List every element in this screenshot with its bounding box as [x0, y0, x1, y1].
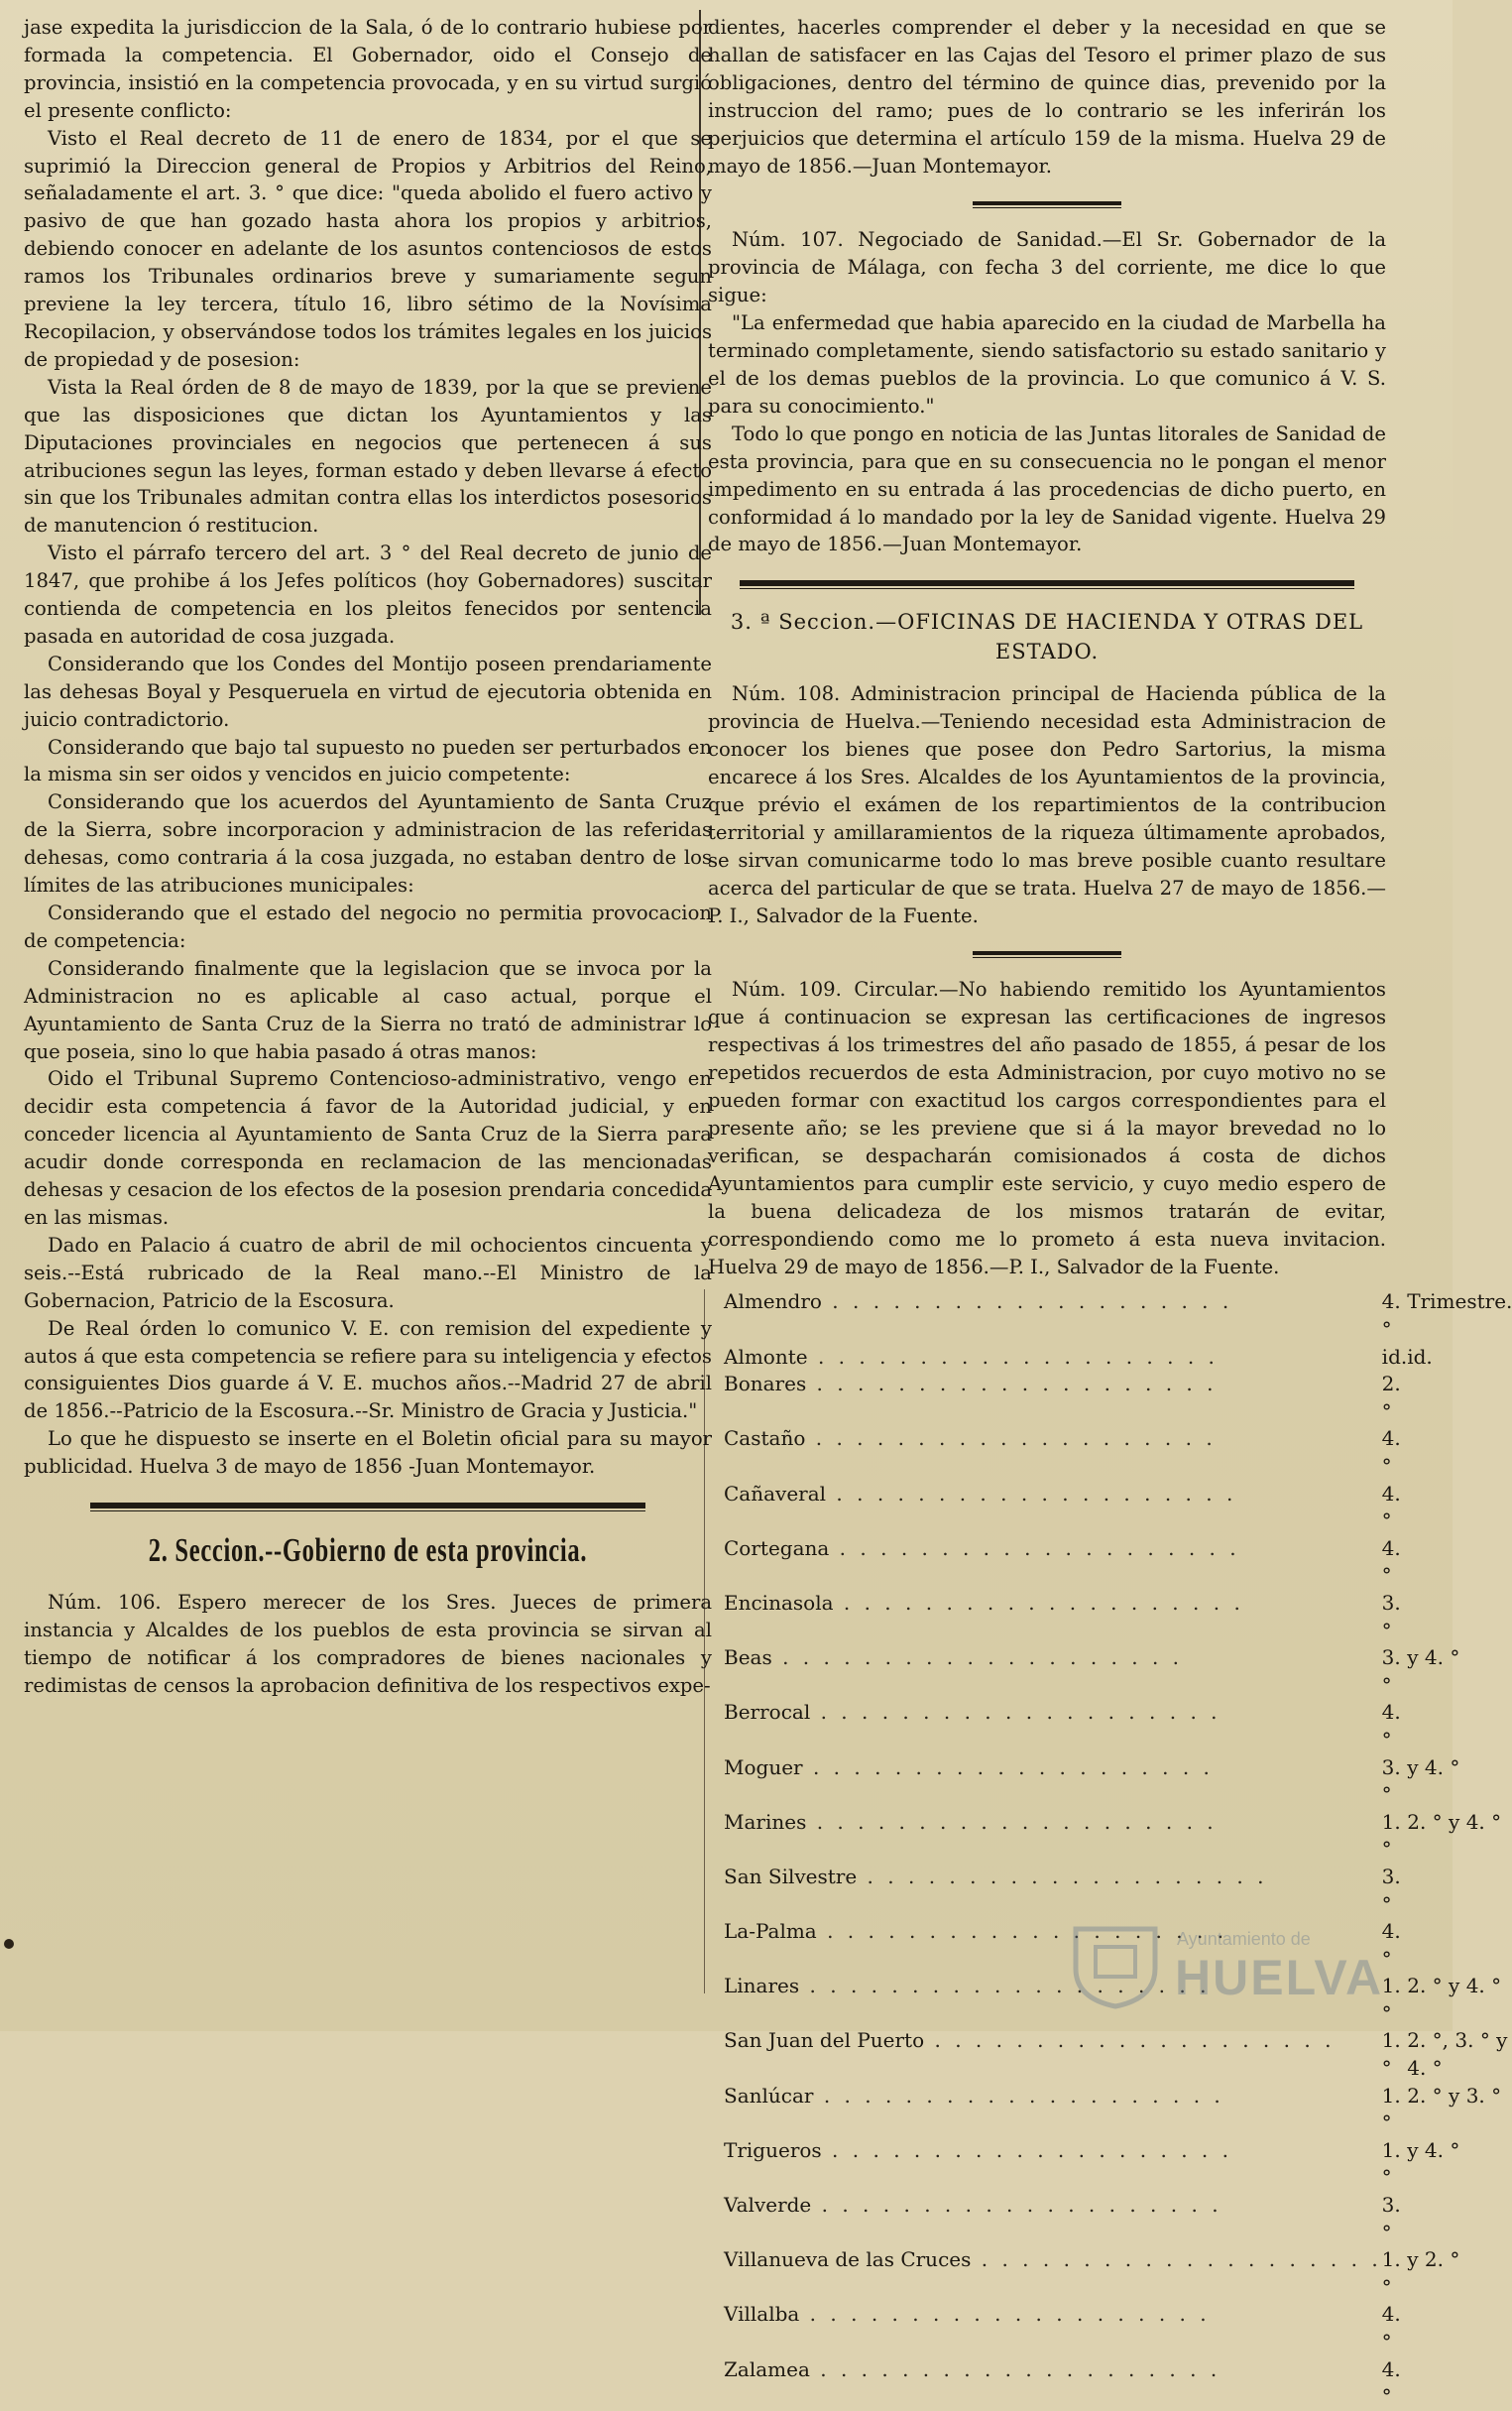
- notice-106: Núm. 106. Espero merecer de los Sres. Jueces de primera instancia y Alcaldes de los pueblos de esta provincia se sirvan al tiempo de notificar á los compradores de bienes nacionales y redimistas de censos la aprobacion definitiva de los respectivos expe-: [24, 1591, 712, 1697]
- notice-107-quote: "La enfermedad que habia aparecido en la ciudad de Marbella ha terminado completamente, siendo satisfactorio su estado sanitario y el de los demas pueblos de la provincia. Lo que comunico á V. S. para su conocimiento.": [708, 311, 1386, 418]
- town-name: [724, 1754, 1382, 1809]
- town-label: San Juan del Puerto: [724, 2028, 925, 2053]
- watermark-line1: Ayuntamiento de: [1177, 1929, 1311, 1949]
- table-row: [724, 1481, 1512, 1535]
- section-2-title: 2. Seccion.--Gobierno de esta provincia.: [148, 1532, 588, 1570]
- quarter-extra: [1407, 1371, 1512, 1425]
- quarter-extra: [1407, 1699, 1512, 1753]
- section-rule: [90, 1503, 645, 1511]
- quarter-value: 3. °: [1381, 2193, 1401, 2244]
- leader-dots: . . . . . . . . . . . . . . . . . . . .: [833, 1590, 1244, 1615]
- quarter-value: 3. °: [1381, 1864, 1401, 1916]
- town-name: [724, 1535, 1382, 1590]
- quarter-extra: [1407, 1425, 1512, 1480]
- town-label: Marines: [724, 1809, 807, 1834]
- notice-109: Núm. 109. Circular.—No habiendo remitido los Ayuntamientos que á continuacion se expresan las certificaciones de ingresos respectivas á los trimestres del año pasado de 1855, á pesar de los repetidos recuerdos de esta Administracion, por cuyo motivo no se pueden formar con exactitud los cargos correspondientes para el presente año; se les previene que si á la mayor brevedad no lo verifican, se despacharán comisionados á costa de dichos Ayuntamientos para cumplir este servicio, y cuyo medio espero de la buena delicadeza de los mismos tratarán de evitar, correspondiendo como me lo prometo á esta nueva invitacion. Huelva 29 de mayo de 1856.—P. I., Salvador de la Fuente.: [708, 978, 1386, 1278]
- quarter-value: 1. °: [1381, 2028, 1401, 2081]
- town-label: Bonares: [724, 1372, 807, 1396]
- quarter-extra: 2. ° y 4. °: [1407, 1809, 1502, 1834]
- town-name: [724, 1371, 1382, 1425]
- paragraph: Visto el Real decreto de 11 de enero de 1834, por el que se suprimió la Direccion general de Propios y Arbitrios del Reino, señaladamente el art. 3. ° que dice: "queda abolido el fuero activo y pasivo de que han gozado hasta ahora los propios y arbitrios, debiendo conocer en adelante de los asuntos contenciosos de estos ramos los Tribunales ordinarios breve y sumariamente segun previene la ley tercera, título 16, libro sétimo de la Novísima Recopilacion, y observándose todos los trámites legales en los juicios de propiedad y de posesion:: [24, 126, 712, 371]
- leader-dots: . . . . . . . . . . . . . . . . . . . .: [821, 2137, 1232, 2162]
- paragraph: Vista la Real órden de 8 de mayo de 1839, por la que se previene que las disposiciones que dictan los Ayuntamientos y las Diputaciones provinciales en negocios que pertenecen á sus atribuciones segun las leyes, forman estado y deben llevarse á efecto sin que los Tribunales admitan contra ellas los interdictos posesorios de manutencion ó restitucion.: [24, 375, 712, 538]
- quarter-extra: y 4. °: [1407, 1645, 1460, 1670]
- notice-107: Núm. 107. Negociado de Sanidad.—El Sr. Gobernador de la provincia de Málaga, con fecha 3 del corriente, me dice lo que sigue:: [708, 228, 1386, 307]
- town-label: La-Palma: [724, 1919, 817, 1944]
- town-label: Sanlúcar: [724, 2083, 814, 2108]
- town-label: Trigueros: [724, 2137, 822, 2162]
- town-label: Cañaveral: [724, 1481, 827, 1506]
- town-label: Villalba: [724, 2302, 800, 2327]
- town-name: [724, 1425, 1382, 1480]
- table-row: [724, 2137, 1512, 2192]
- paragraph: De Real órden lo comunico V. E. con remision del expediente y autos á que esta competencia se refiere para su inteligencia y efectos consiguientes Dios guarde á V. E. muchos años.--Madrid 27 de abril de 1856.--Patricio de la Escosura.--Sr. Ministro de Gracia y Justicia.": [24, 1316, 712, 1423]
- town-name: [724, 2192, 1382, 2246]
- town-name: [724, 2356, 1382, 2411]
- town-label: Valverde: [724, 2193, 812, 2218]
- leader-dots: . . . . . . . . . . . . . . . . . . . .: [807, 1344, 1219, 1369]
- town-name: [724, 1809, 1382, 1864]
- town-name: [724, 2246, 1382, 2301]
- leader-dots: . . . . . . . . . . . . . . . . . . . .: [771, 1645, 1184, 1670]
- town-name: [724, 2137, 1382, 2192]
- quarter-extra: y 4. °: [1407, 1754, 1460, 1779]
- town-label: Castaño: [724, 1426, 806, 1451]
- town-name: [724, 2083, 1382, 2137]
- table-row: [724, 2246, 1512, 2301]
- leader-dots: . . . . . . . . . . . . . . . . . . . .: [826, 1481, 1237, 1506]
- leader-dots: . . . . . . . . . . . . . . . . . . . .: [924, 2028, 1336, 2053]
- table-row: [724, 1699, 1512, 1753]
- section-rule: [740, 580, 1354, 589]
- table-row: [724, 1425, 1512, 1480]
- table-row: [724, 1644, 1512, 1699]
- table-row: [724, 1754, 1512, 1809]
- leader-dots: . . . . . . . . . . . . . . . . . . . .: [813, 2083, 1224, 2108]
- quarter-value: id.: [1381, 1344, 1408, 1369]
- quarter-extra: 2. ° y 4. °: [1407, 1974, 1502, 1998]
- quarter-value: 4. °: [1381, 2356, 1401, 2409]
- paragraph: Considerando finalmente que la legislacion que se invoca por la Administracion no es aplicable al caso actual, porque el Ayuntamiento de Santa Cruz de la Sierra no trató de administrar lo que poseia, sino lo que habia pasado á otras manos:: [24, 956, 712, 1063]
- quarter-value: 4. °: [1381, 1700, 1401, 1751]
- quarter-value: 4. °: [1381, 1426, 1401, 1478]
- town-name: [724, 1481, 1382, 1535]
- leader-dots: . . . . . . . . . . . . . . . . . . . .: [810, 1700, 1221, 1725]
- quarter-extra: 2. °, 3. ° y 4. °: [1407, 2028, 1508, 2081]
- table-row: [724, 1590, 1512, 1644]
- quarter-extra: 2. ° y 3. °: [1407, 2083, 1502, 2108]
- town-label: San Silvestre: [724, 1864, 858, 1888]
- town-name: [724, 1864, 1382, 1918]
- paragraph: Considerando que los acuerdos del Ayuntamiento de Santa Cruz de la Sierra, sobre incorporacion y administracion de las referidas dehesas, como contraria á la cosa juzgada, no estaban dentro de los límites de las atribuciones municipales:: [24, 790, 712, 898]
- leader-dots: . . . . . . . . . . . . . . . . . . . .: [802, 1754, 1214, 1779]
- leader-dots: . . . . . . . . . . . . . . . . . . . .: [821, 1289, 1233, 1314]
- table-row: [724, 2356, 1512, 2411]
- quarter-extra: [1407, 1864, 1512, 1918]
- notice-107-body: Todo lo que pongo en noticia de las Juntas litorales de Sanidad de esta provincia, para que en su consecuencia no le pongan el menor impedimento en su entrada á las procedencias de dicho puerto, en conformidad á lo mandado por la ley de Sanidad vigente. Huelva 29 de mayo de 1856.—Juan Montemayor.: [708, 422, 1386, 556]
- leader-dots: . . . . . . . . . . . . . . . . . . . .: [799, 1974, 1211, 1998]
- quarter-value: 1. °: [1381, 1974, 1401, 2025]
- town-name: [724, 1699, 1382, 1753]
- paragraph: Considerando que el estado del negocio no permitia provocacion de competencia:: [24, 902, 712, 952]
- quarter-value: 4. °: [1381, 1919, 1401, 1971]
- quarter-value: 4. °: [1381, 1535, 1401, 1588]
- paragraph: Considerando que los Condes del Montijo poseen prendariamente las dehesas Boyal y Pesqueruela en virtud de ejecutoria obtenida en juicio contradictorio.: [24, 652, 712, 731]
- ayuntamiento-watermark: [1066, 1919, 1393, 2008]
- quarter-extra: [1407, 1918, 1512, 1973]
- leader-dots: . . . . . . . . . . . . . . . . . . . .: [857, 1864, 1268, 1888]
- town-name: [724, 1644, 1382, 1699]
- quarter-extra: y 2. °: [1407, 2247, 1460, 2272]
- quarter-extra: [1407, 2356, 1512, 2411]
- town-label: Cortegana: [724, 1535, 830, 1560]
- quarter-extra: [1407, 1481, 1512, 1535]
- table-row: [724, 2083, 1512, 2137]
- table-row: [724, 1371, 1512, 1425]
- watermark-line2: HUELVA: [1175, 1950, 1384, 2005]
- table-row: [724, 2192, 1512, 2246]
- left-column: [24, 14, 712, 1700]
- town-label: Berrocal: [724, 1700, 811, 1725]
- quarter-value: 3. °: [1381, 1590, 1401, 1642]
- town-label: Linares: [724, 1974, 800, 1998]
- town-label: Encinasola: [724, 1590, 834, 1615]
- quarter-value: 3. °: [1381, 1754, 1401, 1807]
- quarter-extra: [1407, 2301, 1512, 2355]
- town-label: Moguer: [724, 1754, 803, 1779]
- quarter-value: 4. °: [1381, 1481, 1401, 1533]
- quarter-value: 1. °: [1381, 2137, 1401, 2190]
- table-row: [724, 1864, 1512, 1918]
- town-name: [724, 2027, 1382, 2082]
- paragraph: Lo que he dispuesto se inserte en el Boletin oficial para su mayor publicidad. Huelva 3 de mayo de 1856 -Juan Montemayor.: [24, 1427, 712, 1479]
- paragraph: Dado en Palacio á cuatro de abril de mil ochocientos cincuenta y seis.--Está rubricado de la Real mano.--El Ministro de la Gobernacion, Patricio de la Escosura.: [24, 1233, 712, 1312]
- separator-rule: [973, 201, 1121, 208]
- paragraph: Considerando que bajo tal supuesto no pueden ser perturbados en la misma sin ser oidos y vencidos en juicio competente:: [24, 735, 712, 786]
- town-label: Beas: [724, 1645, 772, 1670]
- quarter-value: 4. °: [1381, 2302, 1401, 2353]
- town-name: [724, 1590, 1382, 1644]
- paragraph: Oido el Tribunal Supremo Contencioso-administrativo, vengo en decidir esta competencia á favor de la Autoridad judicial, y en conceder licencia al Ayuntamiento de Santa Cruz de la Sierra para acudir donde corresponda en reclamacion de las mencionadas dehesas y cesacion de los efectos de la posesion prendaria concedida en las mismas.: [24, 1067, 712, 1229]
- town-label: Zalamea: [724, 2356, 810, 2381]
- quarter-extra: id.: [1407, 1344, 1433, 1369]
- table-row: [724, 1809, 1512, 1864]
- section-3-title: 3. ª Seccion.—OFICINAS DE HACIENDA Y OTRAS DEL ESTADO.: [730, 610, 1364, 664]
- quarter-value: 1. °: [1381, 2247, 1401, 2299]
- table-row: [724, 1344, 1512, 1372]
- quarter-extra: [1407, 2192, 1512, 2246]
- leader-dots: . . . . . . . . . . . . . . . . . . . .: [829, 1535, 1240, 1560]
- table-row: [724, 2027, 1512, 2082]
- town-name: [724, 1344, 1382, 1372]
- leader-dots: . . . . . . . . . . . . . . . . . . . .: [805, 1426, 1217, 1451]
- quarter-value: 3. °: [1381, 1645, 1401, 1697]
- quarter-extra: [1407, 1535, 1512, 1590]
- leader-dots: . . . . . . . . . . . . . . . . . . . .: [799, 2302, 1211, 2327]
- quarter-value: 1. °: [1381, 1809, 1401, 1862]
- table-row: [724, 2301, 1512, 2355]
- town-name: [724, 1288, 1382, 1343]
- quarter-value: 4. °: [1381, 1289, 1401, 1342]
- ink-blot: [4, 1939, 14, 1949]
- paragraph: jase expedita la jurisdiccion de la Sala, ó de lo contrario hubiese por formada la competencia. El Gobernador, oido el Consejo de provincia, insistió en la competencia provocada, y en su virtud surgió el presente conflicto:: [24, 16, 712, 122]
- leader-dots: . . . . . . . . . . . . . . . . . . . .: [971, 2247, 1382, 2272]
- leader-dots: . . . . . . . . . . . . . . . . . . . .: [806, 1809, 1218, 1834]
- leader-dots: . . . . . . . . . . . . . . . . . . . .: [816, 1919, 1228, 1944]
- town-label: Villanueva de las Cruces: [724, 2247, 972, 2272]
- separator-rule: [973, 951, 1121, 958]
- leader-dots: . . . . . . . . . . . . . . . . . . . .: [806, 1372, 1218, 1396]
- quarter-extra: Trimestre.: [1407, 1289, 1512, 1314]
- table-row: [724, 1535, 1512, 1590]
- notice-106-continued: dientes, hacerles comprender el deber y la necesidad en que se hallan de satisfacer en las Cajas del Tesoro el primer plazo de sus obligaciones, dentro del término de quince dias, prevenido por la instruccion del ramo; pues de lo contrario se les inferirán los perjuicios que determina el artículo 159 de la misma. Huelva 29 de mayo de 1856.—Juan Montemayor.: [708, 16, 1386, 178]
- towns-table: [724, 1288, 1512, 2410]
- quarter-extra: [1407, 1590, 1512, 1644]
- leader-dots: . . . . . . . . . . . . . . . . . . . .: [809, 2356, 1221, 2381]
- town-name: [724, 2301, 1382, 2355]
- right-column: [708, 14, 1512, 2411]
- city-crest-icon: [1066, 1919, 1165, 2008]
- town-label: Almendro: [724, 1289, 822, 1314]
- quarter-value: 2. °: [1381, 1372, 1401, 1423]
- table-row: [724, 1288, 1512, 1343]
- quarter-value: 1. °: [1381, 2083, 1401, 2135]
- town-label: Almonte: [724, 1344, 808, 1369]
- notice-108: Núm. 108. Administracion principal de Hacienda pública de la provincia de Huelva.—Teniendo necesidad esta Administracion de conocer los bienes que posee don Pedro Sartorius, la misma encarece á los Sres. Alcaldes de los Ayuntamientos de la provincia, que prévio el exámen de los repartimientos de la contribucion territorial y amillaramientos de la riqueza últimamente aprobados, se sirvan comunicarme todo lo mas breve posible cuanto resultare acerca del particular de que se trata. Huelva 27 de mayo de 1856.—P. I., Salvador de la Fuente.: [708, 682, 1386, 927]
- quarter-extra: y 4. °: [1407, 2137, 1460, 2162]
- leader-dots: . . . . . . . . . . . . . . . . . . . .: [811, 2193, 1222, 2218]
- paragraph: Visto el párrafo tercero del art. 3 ° del Real decreto de junio de 1847, que prohibe á los Jefes políticos (hoy Gobernadores) suscitar contienda de competencia en los pleitos fenecidos por sentencia pasada en autoridad de cosa juzgada.: [24, 542, 712, 648]
